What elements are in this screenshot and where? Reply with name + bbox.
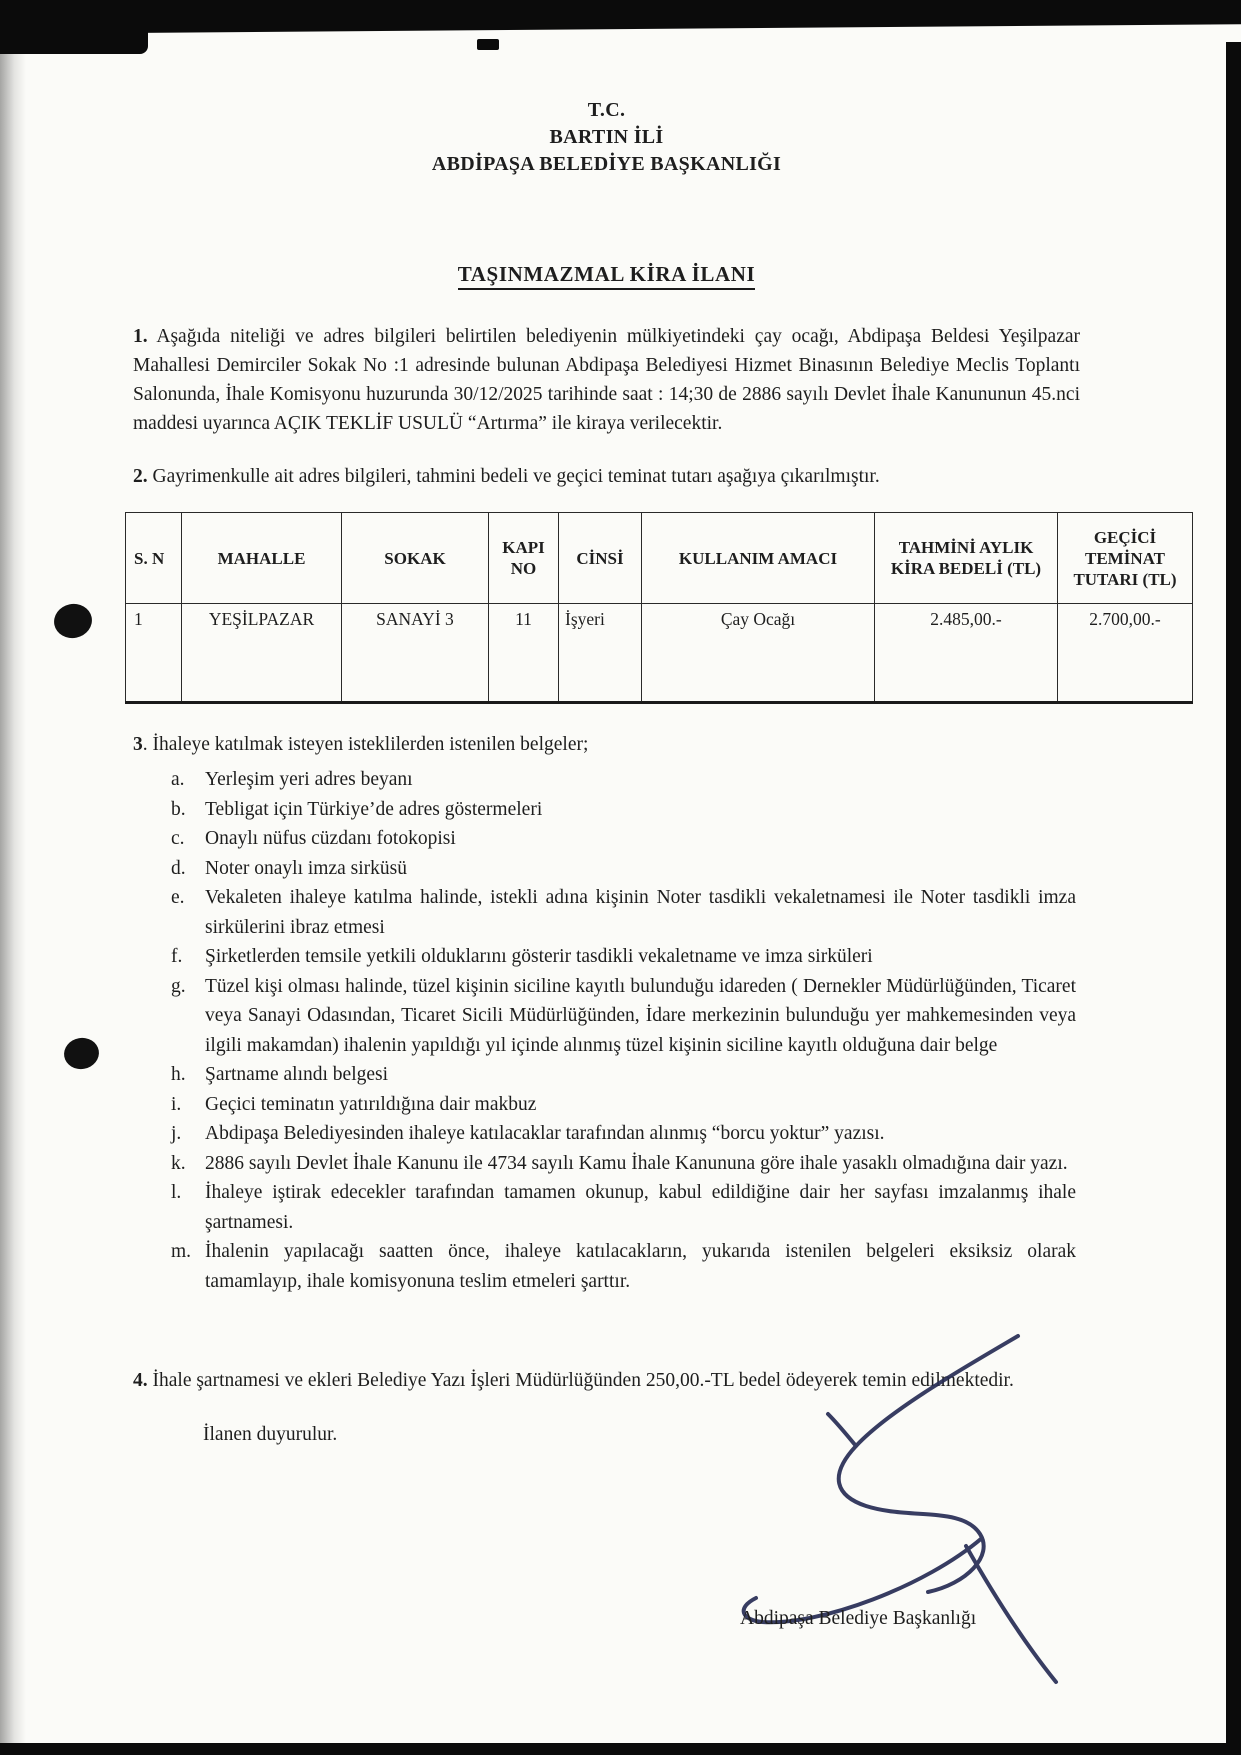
table-row bbox=[126, 604, 1193, 703]
col-header-mahalle: MAHALLE bbox=[182, 513, 342, 604]
list-item-text: Tüzel kişi olması halinde, tüzel kişinin siciline kayıtlı bulunduğu idareden ( Dernekler Müdürlüğünden, Ticaret veya Sanayi Odasından, Ticaret Sicili Müdürlüğünden, İdare merkezinin bulunduğu yer mahkemesinden veya ilgili makamdan) ihalenin yapıldığı yıl içinde alınmış tüzel kişinin siciline kayıtlı olduğuna dair belge bbox=[205, 975, 1076, 1056]
punch-hole-bottom bbox=[62, 1035, 102, 1072]
list-item-text: Vekaleten ihaleye katılma halinde, istekli adına kişinin Noter tasdikli vekaletnamesi ile Noter tasdikli imza sirkülerini ibraz etmesi bbox=[205, 887, 1076, 938]
list-item bbox=[133, 1149, 1080, 1179]
list-item-text: İhalenin yapılacağı saatten önce, ihaleye katılacakların, yukarıda istenilen belgeleri eksiksiz olarak tamamlayıp, ihale komisyonuna teslim etmeleri şarttır. bbox=[205, 1241, 1076, 1292]
list-item-letter: d. bbox=[171, 857, 186, 879]
cell-tahmini-bedel: 2.485,00.- bbox=[875, 604, 1058, 703]
scan-bottom-edge bbox=[0, 1743, 1241, 1755]
cell-kapi-no: 11 bbox=[489, 604, 559, 703]
list-item-letter: h. bbox=[171, 1064, 186, 1085]
list-item-text: Noter onaylı imza sirküsü bbox=[205, 857, 407, 879]
table-header-row bbox=[126, 513, 1193, 604]
list-item bbox=[133, 1090, 1080, 1120]
col-header-gecici-teminat: GEÇİCİ TEMİNAT TUTARI (TL) bbox=[1058, 513, 1193, 604]
list-item-text: Tebligat için Türkiye’de adres göstermeleri bbox=[205, 798, 543, 820]
signature-area bbox=[640, 1330, 1120, 1730]
scan-top-left-blob bbox=[0, 0, 148, 54]
letterhead-line-tc: T.C. bbox=[587, 99, 626, 121]
list-item-text: Onaylı nüfus cüzdanı fotokopisi bbox=[205, 828, 456, 849]
paragraph-2-number: 2. bbox=[133, 466, 148, 487]
list-item bbox=[133, 972, 1080, 1061]
section-3-heading bbox=[133, 730, 1080, 759]
paragraph-2 bbox=[133, 462, 1080, 491]
list-item-text: İhaleye iştirak edecekler tarafından tamamen okunup, kabul edildiğine dair her sayfası imzalanmış ihale şartnamesi. bbox=[205, 1182, 1076, 1233]
paragraph-1 bbox=[133, 322, 1080, 438]
title-wrap bbox=[133, 262, 1080, 290]
paragraph-4-text: İhale şartnamesi ve ekleri Belediye Yazı İşleri Müdürlüğünden 250,00.-TL bedel ödeyerek temin edilmektedir. bbox=[147, 1370, 1014, 1391]
document-title: TAŞINMAZMAL KİRA İLANI bbox=[458, 262, 756, 290]
list-item-letter: a. bbox=[171, 769, 185, 790]
punch-hole-top bbox=[51, 600, 95, 641]
col-header-cinsi: CİNSİ bbox=[559, 513, 642, 604]
handwritten-signature bbox=[670, 1330, 1090, 1730]
list-item bbox=[133, 765, 1080, 795]
paragraph-1-number: 1. bbox=[133, 326, 148, 347]
list-item bbox=[133, 795, 1080, 825]
closing-line: İlanen duyurulur. bbox=[203, 1424, 338, 1445]
letterhead-line-province: BARTIN İLİ bbox=[549, 126, 664, 148]
cell-kullanim-amaci: Çay Ocağı bbox=[642, 604, 875, 703]
list-item-letter: i. bbox=[171, 1093, 182, 1115]
scan-top-notch bbox=[477, 39, 499, 50]
cell-gecici-teminat: 2.700,00.- bbox=[1058, 604, 1193, 703]
list-item-letter: g. bbox=[171, 975, 186, 997]
list-item bbox=[133, 824, 1080, 854]
section-3-number: 3 bbox=[133, 734, 143, 755]
list-item bbox=[133, 942, 1080, 972]
list-item bbox=[133, 854, 1080, 884]
cell-sn: 1 bbox=[126, 604, 182, 703]
letterhead bbox=[133, 97, 1080, 178]
scan-top-edge bbox=[0, 0, 1241, 34]
list-item-letter: l. bbox=[171, 1182, 182, 1203]
col-header-sn: S. N bbox=[126, 513, 182, 604]
document-content bbox=[133, 97, 1177, 1446]
list-item-text: Şirketlerden temsile yetkili olduklarını gösterir tasdikli vekaletname ve imza sirküleri bbox=[205, 946, 873, 967]
list-item bbox=[133, 1237, 1080, 1296]
list-item bbox=[133, 1060, 1080, 1090]
list-item-text: Abdipaşa Belediyesinden ihaleye katılacaklar tarafından alınmış “borcu yoktur” yazısı. bbox=[205, 1123, 885, 1144]
col-header-kullanim-amaci: KULLANIM AMACI bbox=[642, 513, 875, 604]
signature-label: Abdipaşa Belediye Başkanlığı bbox=[740, 1608, 977, 1629]
letterhead-line-municipality: ABDİPAŞA BELEDİYE BAŞKANLIĞI bbox=[431, 153, 782, 175]
list-item-text: Geçici teminatın yatırıldığına dair makbuz bbox=[205, 1093, 537, 1115]
col-header-tahmini-bedel: TAHMİNİ AYLIK KİRA BEDELİ (TL) bbox=[875, 513, 1058, 604]
list-item bbox=[133, 883, 1080, 942]
cell-cinsi: İşyeri bbox=[559, 604, 642, 703]
paragraph-4-number: 4. bbox=[133, 1370, 148, 1391]
property-table bbox=[125, 512, 1193, 704]
paragraph-2-text: Gayrimenkulle ait adres bilgileri, tahmini bedeli ve geçici teminat tutarı aşağıya çıkarılmıştır. bbox=[147, 466, 880, 487]
cell-mahalle: YEŞİLPAZAR bbox=[182, 604, 342, 703]
paragraph-1-text: Aşağıda niteliği ve adres bilgileri belirtilen belediyenin mülkiyetindeki çay ocağı, Abdipaşa Beldesi Yeşilpazar Mahallesi Demirciler Sokak No :1 adresinde bulunan Abdipaşa Belediyesi Hizmet Binasının Belediye Meclis Toplantı Salonunda, İhale Komisyonu huzurunda 30/12/2025 tarihinde saat : 14;30 de 2886 sayılı Devlet İhale Kanununun 45.nci maddesi uyarınca AÇIK TEKLİF USULÜ “Artırma” ile kiraya verilecektir. bbox=[133, 326, 1080, 434]
list-item-letter: e. bbox=[171, 887, 185, 908]
list-item-text: Şartname alındı belgesi bbox=[205, 1064, 389, 1085]
scan-right-edge bbox=[1226, 42, 1241, 1755]
list-item-letter: f. bbox=[171, 946, 183, 967]
scan-left-shadow bbox=[0, 34, 26, 1746]
list-item bbox=[133, 1178, 1080, 1237]
list-item-letter: c. bbox=[171, 828, 185, 849]
cell-sokak: SANAYİ 3 bbox=[342, 604, 489, 703]
list-item-text: 2886 sayılı Devlet İhale Kanunu ile 4734 sayılı Kamu İhale Kanununa göre ihale yasaklı olmadığına dair yazı. bbox=[205, 1152, 1068, 1174]
list-item-letter: m. bbox=[171, 1241, 192, 1262]
required-documents-list bbox=[133, 765, 1080, 1296]
section-3-heading-text: . İhaleye katılmak isteyen isteklilerden istenilen belgeler; bbox=[142, 734, 589, 755]
col-header-sokak: SOKAK bbox=[342, 513, 489, 604]
list-item-letter: b. bbox=[171, 798, 186, 820]
list-item-letter: k. bbox=[171, 1152, 186, 1174]
list-item-text: Yerleşim yeri adres beyanı bbox=[205, 769, 413, 790]
list-item-letter: j. bbox=[171, 1123, 182, 1144]
col-header-kapi-no: KAPI NO bbox=[489, 513, 559, 604]
list-item bbox=[133, 1119, 1080, 1149]
